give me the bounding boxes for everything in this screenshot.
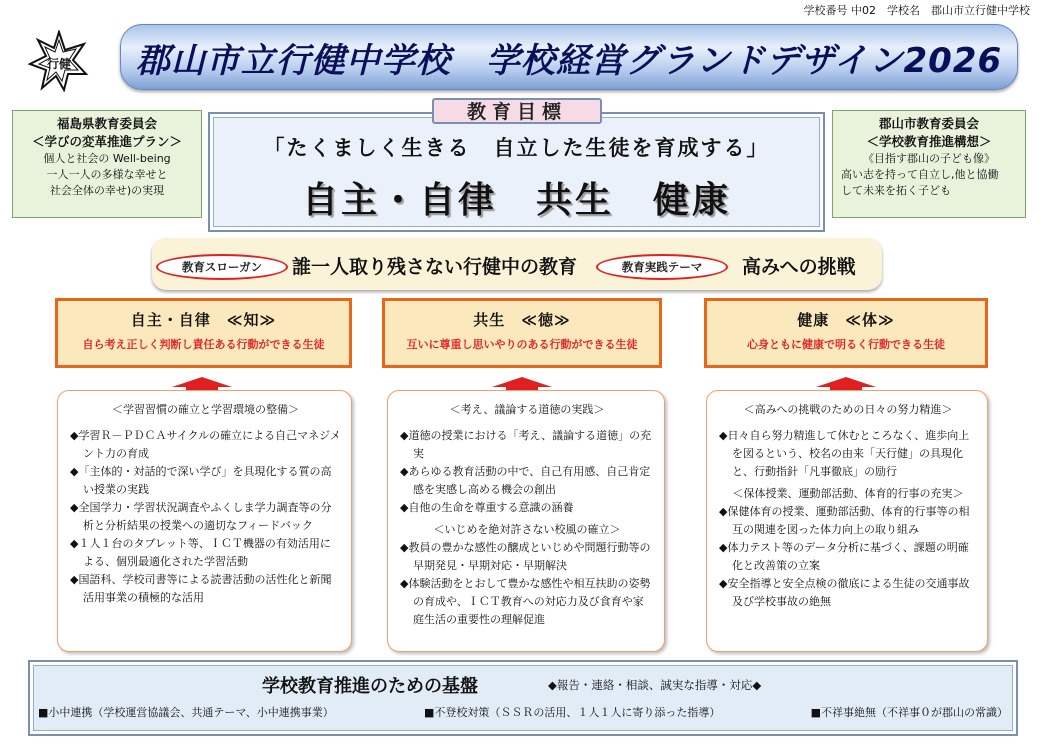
city-plan-box [832, 110, 1026, 218]
content-item: ◆国語科、学校司書等による読書活動の活性化と新聞活用事業の積極的な活用 [70, 573, 332, 604]
up-arrow-icon [816, 376, 876, 390]
content-item: ◆１人１台のタブレット等、ＩＣＴ機器の有効活用による、個別最適化された学習活動 [70, 537, 331, 568]
pillar-subtitle: 互いに尊重し思いやりのある行動ができる生徒 [406, 338, 638, 351]
content-heading: ＜いじめを絶対許さない校風の確立＞ [433, 523, 621, 536]
content-item: ◆「主体的・対話的で深い学び」を具現化する質の高い授業の実践 [70, 465, 332, 496]
content-item: ◆体力テスト等のデータ分析に基づく、課題の明確化と改善策の立案 [719, 541, 969, 572]
content-item: ◆自他の生命を尊重する意識の涵養 [400, 501, 574, 514]
content-item: ◆日々自ら努力精進して休むところなく、進歩向上を図るという、校名の由来「天行健」の具現化と、行動指針「凡事徹底」の励行 [719, 429, 970, 478]
city-org: 郡山市教育委員会 [878, 116, 979, 131]
foundation-bar [28, 660, 1018, 736]
prefecture-plan: ＜学びの変革推進プラン＞ [31, 134, 182, 149]
slogan-label: 教育スローガン [156, 254, 288, 280]
page-title: 郡山市立行健中学校 学校経営グランドデザイン2026 [135, 40, 1003, 81]
pillar-title: 共生 ≪徳≫ [473, 311, 571, 329]
content-item: ◆道徳の授業における「考え、議論する道徳」の充実 [400, 429, 652, 460]
content-item: ◆あらゆる教育活動の中で、自己有用感、自己肯定感を実感し高める機会の創出 [400, 465, 651, 496]
content-item: ◆学習Ｒ－ＰＤＣＡサイクルの確立による自己マネジメント力の育成 [70, 429, 341, 460]
up-arrow-icon [492, 376, 552, 390]
content-heading: ＜保体授業、運動部活動、体育的行事の充実＞ [732, 487, 964, 500]
theme-text: 高みへの挑戦 [742, 256, 856, 278]
prefecture-plan-box [12, 110, 202, 218]
content-heading: ＜考え、議論する道徳の実践＞ [449, 403, 605, 416]
content-item: ◆教員の豊かな感性の醸成といじめや問題行動等の早期発見・早期対応・早期解決 [400, 541, 651, 572]
theme-label: 教育実践テーマ [596, 254, 728, 280]
foundation-item: ■不登校対策（ＳＳＲの活用、１人１人に寄り添った指導） [423, 706, 721, 719]
prefecture-line: 社会全体の幸せ)の実現 [49, 184, 165, 197]
city-plan: ＜学校教育推進構想＞ [866, 134, 992, 149]
education-goal-subtitle: 「たくましく生きる 自立した生徒を育成する」 [263, 136, 770, 160]
pillar-knowledge-content [57, 390, 352, 652]
pillar-subtitle: 自ら考え正しく判断し責任ある行動ができる生徒 [82, 338, 325, 351]
slogan-text: 誰一人取り残さない行健中の教育 [292, 256, 578, 278]
content-item: ◆保健体育の授業、運動部活動、体育的行事等の相互の関連を図った体力向上の取り組み [719, 505, 970, 536]
content-item: ◆体験活動をとおして豊かな感性や相互扶助の姿勢の育成や、ＩＣＴ教育への対応力及び食育や家庭生活の重要性の理解促進 [400, 577, 651, 626]
pillar-title: 健康 ≪体≫ [797, 311, 895, 329]
pillar-virtue [382, 298, 662, 368]
content-item: ◆全国学力・学習状況調査やふくしま学力調査等の分析と分析結果の授業への適切なフィードバック [70, 501, 332, 532]
city-line: 高い志を持って自立し,他と協働 [841, 168, 999, 181]
education-goal-label: 教育目標 [432, 98, 602, 124]
prefecture-line: 一人一人の多様な幸せと [46, 168, 168, 181]
school-emblem-icon [28, 30, 90, 92]
foundation-item: ■小中連携（学校運営協議会、共通テーマ、小中連携事業） [38, 706, 334, 719]
pillar-knowledge [55, 298, 352, 368]
prefecture-org: 福島県教育委員会 [56, 116, 157, 131]
school-info: 学校番号 中02 学校名 郡山市立行健中学校 [803, 4, 1030, 17]
pillar-title: 自主・自律 ≪知≫ [130, 311, 277, 329]
content-heading: ＜学習習慣の確立と学習環境の整備＞ [112, 403, 299, 416]
foundation-items [38, 704, 1008, 720]
title-banner [120, 24, 1018, 90]
prefecture-line: 個人と社会の Well-being [43, 152, 171, 165]
pillar-health-content [706, 390, 988, 652]
education-goal-main: 自主・自律 共生 健康 [301, 180, 731, 221]
emblem-text: 行健 [46, 57, 72, 71]
pillar-virtue-content [387, 390, 665, 652]
up-arrow-icon [172, 376, 232, 390]
foundation-item: ■不祥事絶無（不祥事０が郡山の常識） [810, 706, 1008, 719]
city-vision: 《目指す郡山の子ども像》 [863, 152, 995, 165]
city-line: して未来を拓く子ども [841, 184, 951, 197]
foundation-note: ◆報告・連絡・相談、誠実な指導・対応◆ [548, 678, 762, 692]
content-item: ◆安全指導と安全点検の徹底による生徒の交通事故及び学校事故の絶無 [719, 577, 970, 608]
foundation-title: 学校教育推進のための基盤 [262, 676, 478, 697]
pillar-health [704, 298, 988, 368]
content-heading: ＜高みへの挑戦のための日々の努力精進＞ [743, 403, 953, 416]
pillar-subtitle: 心身ともに健康で明るく行動できる生徒 [747, 338, 945, 351]
